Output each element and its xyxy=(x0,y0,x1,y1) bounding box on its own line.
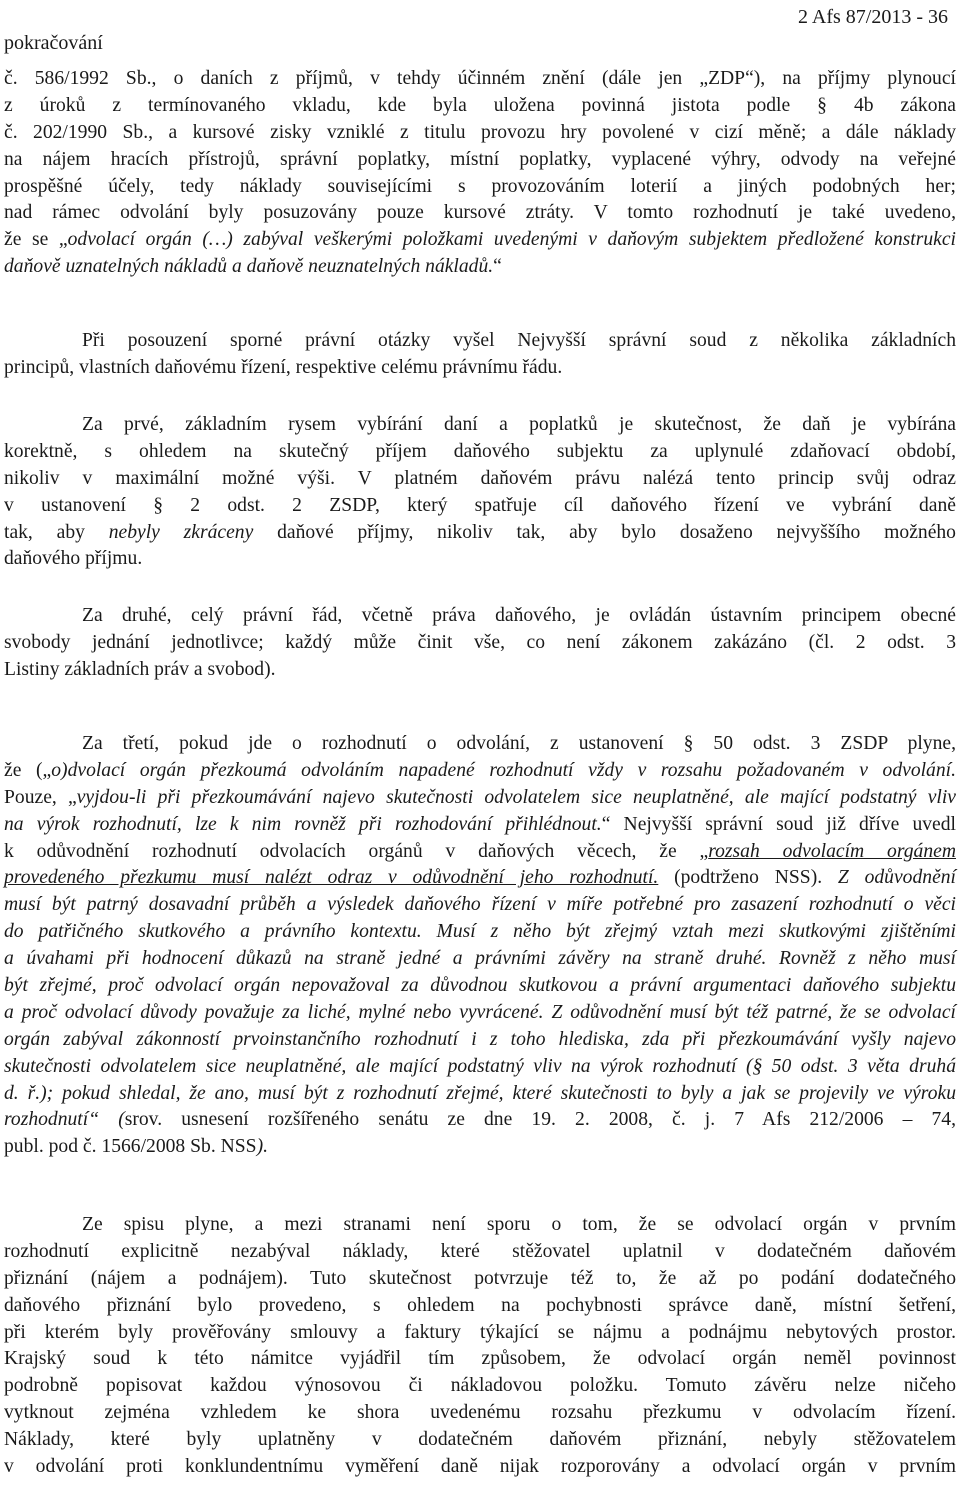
text-line xyxy=(4,865,956,892)
underlined-quote: provedeného přezkumu musí nalézt odraz v odůvodnění jeho rozhodnutí. xyxy=(4,867,659,889)
text-run: Pouze, „ xyxy=(4,786,77,808)
text-line: Za druhé, celý právní řád, včetně práva daňového, je ovládán ústavním principem obecné xyxy=(82,605,956,626)
text-line: přiznání (nájem a podnájem). Tuto skutečnost potvrzuje též to, že až po podání dodatečného xyxy=(4,1267,956,1289)
text-run: že se „ xyxy=(4,229,68,251)
text-line: při kterém byly prověřovány smlouvy a faktury týkající se nájmu a podnájmu nebytových prostor. xyxy=(4,1321,956,1343)
text-line: Listiny základních práv a svobod). xyxy=(4,658,276,680)
text-line: vytknout zejména vzhledem ke shora uvedenému rozsahu přezkumu v odvolacím řízení. xyxy=(4,1402,956,1424)
text-line: v ustanovení § 2 odst. 2 ZSDP, který spatřuje cíl daňového řízení ve vybrání daně xyxy=(4,494,956,516)
quote-italic: Z odůvodnění xyxy=(837,867,957,889)
text-line: principů, vlastních daňovému řízení, respektive celému právnímu řádu. xyxy=(4,356,563,378)
text-line: v odvolání proti konklundentnímu vyměření daně nijak rozporovány a odvolací orgán v prvním xyxy=(4,1456,956,1478)
text-line: skutečnosti odvolatelem sice neuplatněné, ale mající podstatný vliv na výrok rozhodnutí (§ 50 odst. 3 věta druhá xyxy=(4,1055,956,1077)
paragraph-3 xyxy=(4,412,956,573)
paragraph-2 xyxy=(4,328,956,382)
text-line xyxy=(4,1134,956,1161)
paragraph-1 xyxy=(4,66,956,281)
text-run: k odůvodnění rozhodnutí odvolacích orgánů v daňových věcech, že „ xyxy=(4,840,709,862)
text-line: a proč odvolací důvody považuje za liché, mylné nebo vyvrácené. Z odůvodnění musí být též patrné, že se odvolací xyxy=(4,1001,956,1023)
text-line xyxy=(4,254,956,281)
text-line: korektně, s ohledem na skutečný příjem daňového subjektu za uplynulé zdaňovací období, xyxy=(4,440,956,462)
text-run: “ Nejvyšší správní soud již dříve uvedl xyxy=(601,813,956,835)
text-line: být zřejmé, proč odvolací orgán nepovažoval za důvodnou skutkovou a právní argumentaci daňového subjektu xyxy=(4,975,956,997)
continuation-label: pokračování xyxy=(4,32,103,54)
paragraph-6 xyxy=(4,1212,956,1481)
text-run: tak, aby xyxy=(4,521,109,543)
text-line: č. 202/1990 Sb., a kursové zisky vzniklé z titulu provozu hry povolené v cizí měně; a dále náklady xyxy=(4,121,956,143)
text-line: rozhodnutí explicitně nezabýval náklady, které stěžovatel uplatnil v dodatečném daňovém xyxy=(4,1240,956,1262)
text-line: do patřičného skutkového a právního kontextu. Musí z něho být zřejmý vztah mezi skutkovými zjištěními xyxy=(4,921,956,943)
text-line: daňového přiznání bylo provedeno, s ohledem na pochybnosti správce daně, místní šetření, xyxy=(4,1294,956,1316)
text-run: že („ xyxy=(4,759,52,781)
quote-italic: vyjdou-li při přezkoumávání najevo skutečnosti odvolatelem sice neuplatněné, ale mající podstatný vliv xyxy=(76,786,956,808)
quote-italic: rozhodnutí“ ( xyxy=(4,1109,125,1131)
quote-italic: odvolací orgán (…) zabýval veškerými položkami uvedenými v daňovým subjektem předložené konstrukci xyxy=(67,229,956,251)
text-line xyxy=(4,839,956,866)
text-line: d. ř.); pokud shledal, že ano, musí být z rozhodnutí zřejmé, které skutečnosti to byly a jak se projevily ve výroku xyxy=(4,1082,956,1104)
text-line xyxy=(4,785,956,812)
text-run: (podtrženo NSS). xyxy=(658,867,838,889)
text-line: podrobně popisovat každou výnosovou či nákladovou položku. Tomuto závěru nelze ničeho xyxy=(4,1375,956,1397)
text-line: č. 586/1992 Sb., o daních z příjmů, v tehdy účinném znění (dále jen „ZDP“), na příjmy plynoucí xyxy=(4,68,956,89)
text-line xyxy=(4,520,956,547)
text-line: Za prvé, základním rysem vybírání daní a poplatků je skutečnost, že daň je vybírána xyxy=(82,414,956,435)
text-line: nad rámec odvolání byly posuzovány pouze kursové ztráty. V tomto rozhodnutí je také uvedeno, xyxy=(4,202,956,224)
text-line: na nájem hracích přístrojů, správní poplatky, místní poplatky, vyplacené výhry, odvody na veřejné xyxy=(4,148,956,170)
emphasis-italic: nebyly zkráceny xyxy=(108,521,254,543)
text-line: prospěšné účely, tedy náklady souvisejícími s provozováním loterií a jiných podobných her; xyxy=(4,175,956,197)
text-run: srov. usnesení rozšířeného senátu ze dne 19. 2. 2008, č. j. 7 Afs 212/2006 – 74, xyxy=(124,1109,956,1131)
text-line: musí být patrný dosavadní průběh a výsledek daňového řízení v míře potřebné pro zasazení rozhodnutí o věci xyxy=(4,894,956,916)
text-run: publ. pod č. 1566/2008 Sb. NSS xyxy=(4,1136,257,1158)
quote-italic: na výrok rozhodnutí, lze k nim rovněž při rozhodování přihlédnout. xyxy=(4,813,602,835)
underlined-quote: rozsah odvolacím orgánem xyxy=(708,840,956,862)
quote-italic: o)dvolací orgán přezkoumá odvoláním napadené rozhodnutí vždy v rozsahu požadovaném v odvolání. xyxy=(51,759,956,781)
text-line: svobody jednání jednotlivce; každý může činit vše, co není zákonem zakázáno (čl. 2 odst. 3 xyxy=(4,631,956,653)
text-line: Krajský soud k této námitce vyjádřil tím způsobem, že odvolací orgán neměl povinnost xyxy=(4,1348,956,1370)
text-line xyxy=(4,758,956,785)
case-number: 2 Afs 87/2013 - 36 xyxy=(798,6,948,28)
text-run-italic: ). xyxy=(256,1136,269,1158)
text-line: daňového příjmu. xyxy=(4,548,143,570)
text-line: Při posouzení sporné právní otázky vyšel Nejvyšší správní soud z několika základních xyxy=(82,330,956,351)
text-line: orgán zabýval zákonností prvoinstančního rozhodnutí i z toho hlediska, zda při přezkoumávání vyšly najevo xyxy=(4,1028,956,1050)
text-line xyxy=(4,1107,956,1134)
text-line: Ze spisu plyne, a mezi stranami není sporu o tom, že se odvolací orgán v prvním xyxy=(82,1214,956,1235)
text-line xyxy=(4,227,956,254)
text-line: a úvahami při hodnocení důkazů na straně jedné a právními závěry na straně druhé. Rovněž z něho musí xyxy=(4,948,956,970)
paragraph-4 xyxy=(4,603,956,684)
text-line: nikoliv v maximální možné výši. V platném daňovém právu nalézá tento princip svůj odraz xyxy=(4,467,956,489)
text-line: Náklady, které byly uplatněny v dodatečném daňovém přiznání, nebyly stěžovatelem xyxy=(4,1429,956,1451)
text-line: Za třetí, pokud jde o rozhodnutí o odvolání, z ustanovení § 50 odst. 3 ZSDP plyne, xyxy=(82,733,956,754)
text-line: z úroků z termínovaného vkladu, kde byla uložena povinná jistota podle § 4b zákona xyxy=(4,94,956,116)
paragraph-5 xyxy=(4,731,956,1161)
quote-italic: daňově uznatelných nákladů a daňově neuznatelných nákladů. xyxy=(4,256,494,278)
text-run: “ xyxy=(493,256,502,278)
text-line xyxy=(4,812,956,839)
text-run: daňové příjmy, nikoliv tak, aby bylo dosaženo nejvyššího možného xyxy=(253,521,956,543)
